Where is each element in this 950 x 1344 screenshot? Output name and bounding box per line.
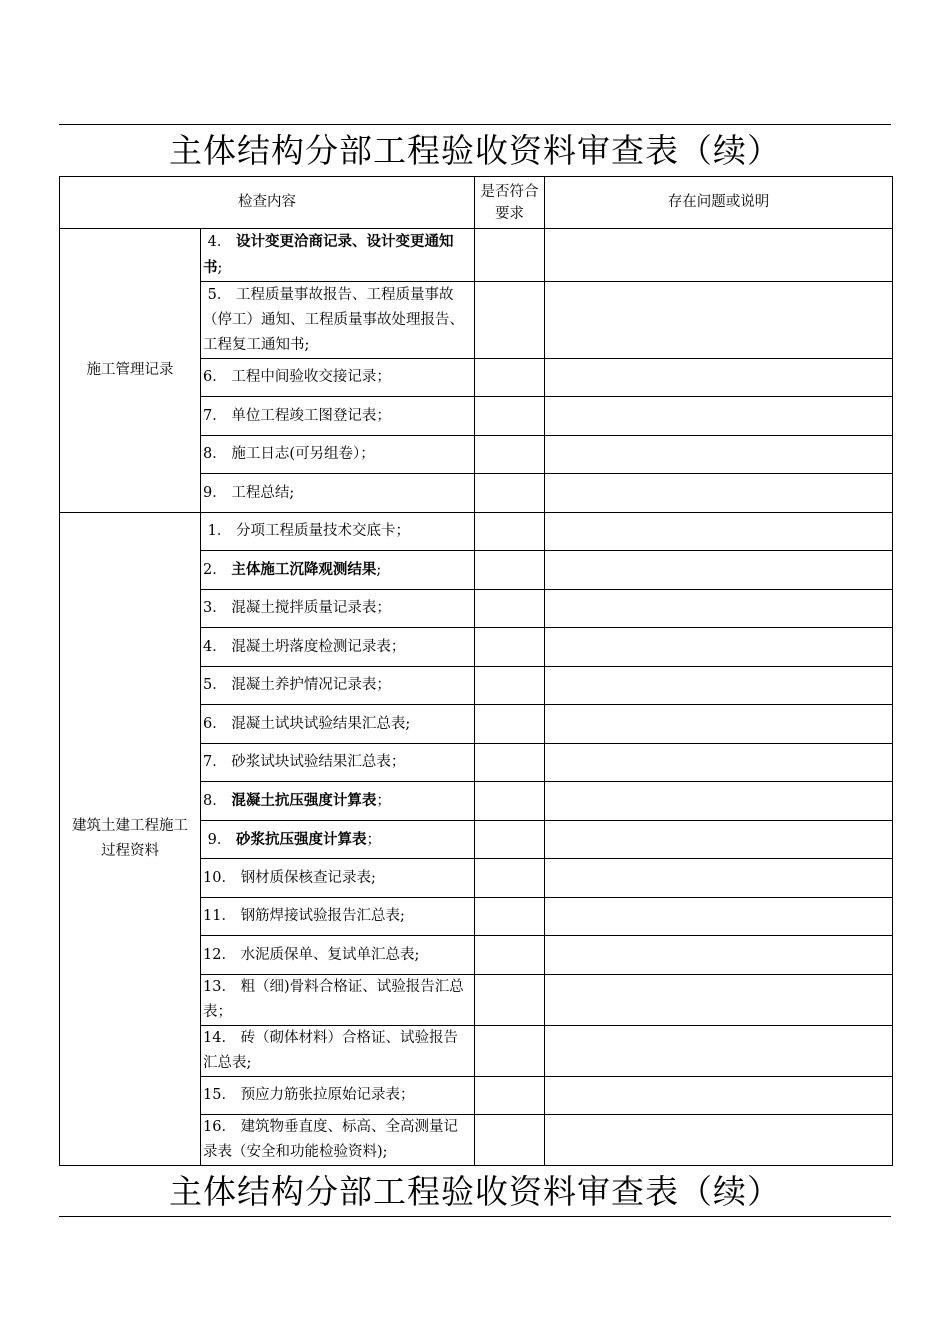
item-cell <box>201 1077 475 1115</box>
item-number: 6． <box>203 715 227 732</box>
item-cell <box>201 513 475 551</box>
item-tail: ; <box>376 562 382 578</box>
item-text: 主体施工沉降观测结果 <box>231 561 377 578</box>
item-cell <box>201 229 475 282</box>
review-table <box>59 176 893 1166</box>
item-number: 11． <box>203 908 236 924</box>
conform-cell[interactable] <box>475 705 545 744</box>
item-number: 13． <box>203 979 236 995</box>
page-title: 主体结构分部工程验收资料审查表（续） <box>169 131 781 170</box>
item-cell <box>201 1026 475 1077</box>
item-cell <box>201 590 475 628</box>
conform-cell[interactable] <box>475 744 545 782</box>
conform-cell[interactable] <box>475 782 545 821</box>
item-cell <box>201 397 475 436</box>
remark-cell[interactable] <box>545 436 893 474</box>
remark-cell[interactable] <box>545 474 893 513</box>
remark-cell[interactable] <box>545 936 893 975</box>
item-text: 水泥质保单、复试单汇总表; <box>240 946 420 963</box>
item-number: 9． <box>203 484 227 501</box>
item-number: 1． <box>207 523 232 539</box>
remark-cell[interactable] <box>545 782 893 821</box>
remark-cell[interactable] <box>545 1115 893 1166</box>
item-cell <box>201 936 475 975</box>
header-conform: 是否符合要求 <box>475 177 545 229</box>
remark-cell[interactable] <box>545 859 893 898</box>
item-text: 工程质量事故报告、工程质量事故（停工）通知、工程质量事故处理报告、工程复工通知书; <box>203 286 464 353</box>
item-number: 9． <box>207 831 232 848</box>
item-number: 10． <box>203 869 236 886</box>
group-label-construction <box>60 513 201 1166</box>
item-number: 4． <box>207 234 232 250</box>
group-label-management: 施工管理记录 <box>60 229 201 513</box>
item-text: 预应力筋张拉原始记录表； <box>240 1087 415 1103</box>
item-text: 混凝土坍落度检测记录表； <box>231 638 406 655</box>
item-text: 砂浆抗压强度计算表 <box>235 830 367 848</box>
item-number: 15． <box>203 1087 236 1103</box>
table-row <box>60 229 893 282</box>
item-text: 分项工程质量技术交底卡； <box>235 523 410 539</box>
table-row <box>60 513 893 551</box>
item-cell <box>201 898 475 936</box>
item-cell <box>201 359 475 397</box>
conform-cell[interactable] <box>475 436 545 474</box>
conform-cell[interactable] <box>475 551 545 590</box>
item-number: 16． <box>203 1119 236 1135</box>
item-number: 7． <box>203 407 227 424</box>
item-cell <box>201 821 475 859</box>
item-cell <box>201 628 475 667</box>
remark-cell[interactable] <box>545 975 893 1026</box>
item-cell <box>201 436 475 474</box>
item-text: 单位工程竣工图登记表； <box>231 407 391 424</box>
conform-cell[interactable] <box>475 282 545 359</box>
conform-cell[interactable] <box>475 513 545 551</box>
remark-cell[interactable] <box>545 359 893 397</box>
bottom-rule <box>59 1216 891 1217</box>
item-number: 4． <box>203 638 227 655</box>
group-label-text: 建筑土建工程施工过程资料 <box>72 818 188 859</box>
item-text: 设计变更洽商记录、设计变更通知书 <box>203 233 454 276</box>
item-cell <box>201 975 475 1026</box>
conform-cell[interactable] <box>475 667 545 705</box>
item-cell <box>201 744 475 782</box>
remark-cell[interactable] <box>545 282 893 359</box>
top-rule <box>59 124 891 125</box>
item-cell <box>201 551 475 590</box>
conform-cell[interactable] <box>475 898 545 936</box>
remark-cell[interactable] <box>545 397 893 436</box>
remark-cell[interactable] <box>545 898 893 936</box>
conform-cell[interactable] <box>475 936 545 975</box>
item-number: 3． <box>203 600 227 616</box>
item-cell <box>201 782 475 821</box>
header-remark: 存在问题或说明 <box>545 177 893 229</box>
item-number: 6． <box>203 369 227 385</box>
conform-cell[interactable] <box>475 859 545 898</box>
header-content: 检查内容 <box>60 177 475 229</box>
item-tail: ； <box>366 831 381 848</box>
conform-cell[interactable] <box>475 397 545 436</box>
item-number: 2． <box>203 562 227 578</box>
table-header-row <box>60 177 893 229</box>
item-number: 12． <box>203 946 236 963</box>
remark-cell[interactable] <box>545 590 893 628</box>
item-text: 混凝土试块试验结果汇总表; <box>231 715 411 732</box>
remark-cell[interactable] <box>545 229 893 282</box>
remark-cell[interactable] <box>545 1026 893 1077</box>
footer-title: 主体结构分部工程验收资料审查表（续） <box>169 1172 781 1211</box>
conform-cell[interactable] <box>475 474 545 513</box>
item-cell <box>201 282 475 359</box>
conform-cell[interactable] <box>475 1026 545 1077</box>
conform-cell[interactable] <box>475 821 545 859</box>
remark-cell[interactable] <box>545 821 893 859</box>
conform-cell[interactable] <box>475 1077 545 1115</box>
remark-cell[interactable] <box>545 667 893 705</box>
remark-cell[interactable] <box>545 1077 893 1115</box>
conform-cell[interactable] <box>475 229 545 282</box>
item-cell <box>201 474 475 513</box>
item-cell <box>201 1115 475 1166</box>
remark-cell[interactable] <box>545 513 893 551</box>
item-text: 施工日志(可另组卷）； <box>231 446 375 462</box>
item-text: 工程中间验收交接记录； <box>231 369 391 385</box>
remark-cell[interactable] <box>545 628 893 667</box>
item-cell <box>201 667 475 705</box>
item-number: 8． <box>203 446 227 462</box>
item-number: 5． <box>203 677 227 693</box>
item-cell <box>201 705 475 744</box>
item-text: 建筑物垂直度、标高、全高测量记录表（安全和功能检验资料); <box>203 1119 459 1160</box>
item-tail: ； <box>376 793 391 809</box>
item-cell <box>201 859 475 898</box>
item-tail: ; <box>217 260 223 276</box>
remark-cell[interactable] <box>545 551 893 590</box>
item-text: 钢筋焊接试验报告汇总表; <box>240 908 405 924</box>
conform-cell[interactable] <box>475 359 545 397</box>
item-text: 砂浆试块试验结果汇总表； <box>231 754 406 770</box>
item-number: 14． <box>203 1030 236 1046</box>
conform-cell[interactable] <box>475 975 545 1026</box>
item-text: 粗（细)骨料合格证、试验报告汇总表； <box>203 979 464 1020</box>
conform-cell[interactable] <box>475 590 545 628</box>
item-number: 5． <box>207 286 232 303</box>
remark-cell[interactable] <box>545 744 893 782</box>
item-number: 8． <box>203 793 227 809</box>
conform-cell[interactable] <box>475 628 545 667</box>
item-text: 混凝土抗压强度计算表 <box>231 792 377 809</box>
conform-cell[interactable] <box>475 1115 545 1166</box>
item-text: 混凝土养护情况记录表； <box>231 677 391 693</box>
item-text: 混凝土搅拌质量记录表； <box>231 600 391 616</box>
item-text: 工程总结; <box>231 484 295 501</box>
remark-cell[interactable] <box>545 705 893 744</box>
item-text: 砖（砌体材料）合格证、试验报告汇总表; <box>203 1030 459 1071</box>
item-number: 7． <box>203 754 227 770</box>
item-text: 钢材质保核查记录表; <box>240 869 376 886</box>
